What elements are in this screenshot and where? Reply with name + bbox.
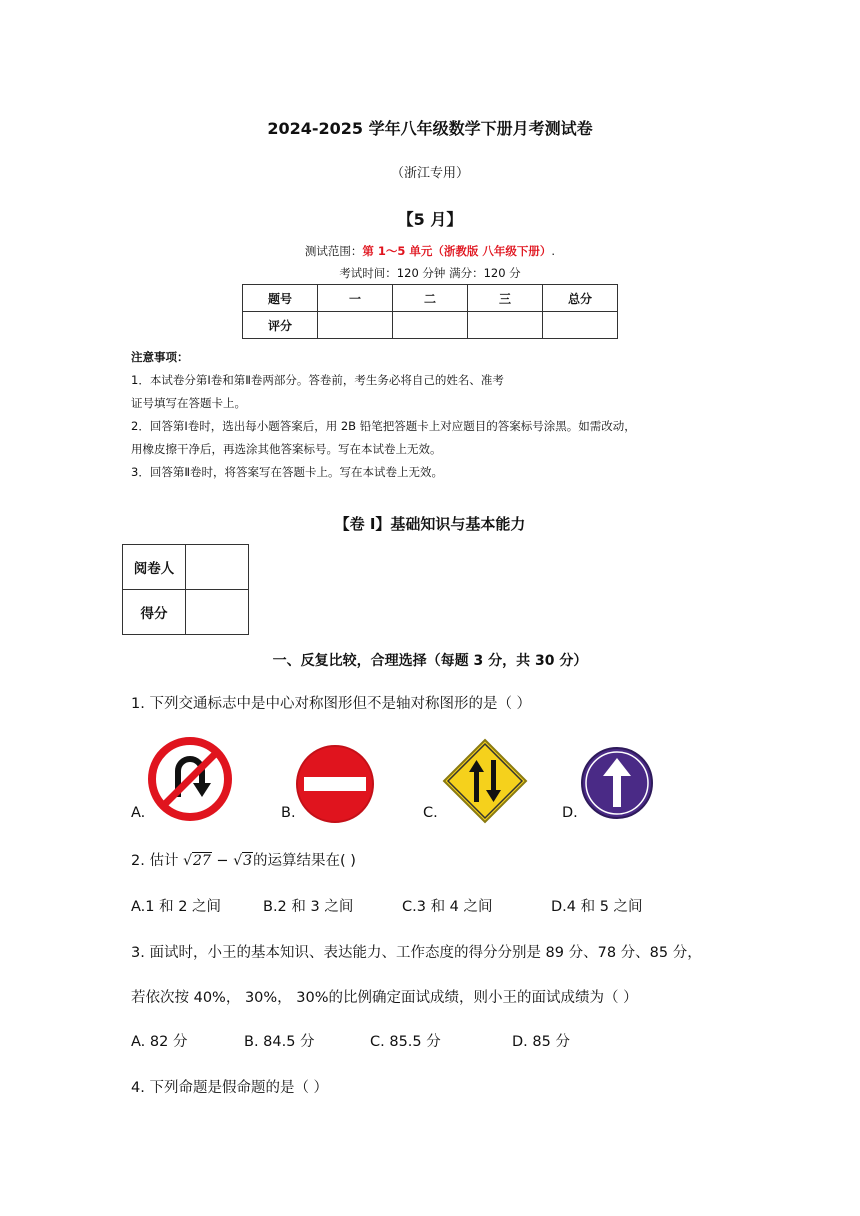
range-value: 第 1～5 单元（浙教版 八年级下册） bbox=[362, 244, 552, 258]
reader-table bbox=[122, 544, 249, 635]
q3-option-b: B. 84.5 分 bbox=[244, 1034, 315, 1050]
score-cell bbox=[543, 312, 618, 339]
q2-option-b: B.2 和 3 之间 bbox=[263, 899, 354, 915]
score-header-cell: 三 bbox=[468, 285, 543, 312]
no-entry-sign-icon bbox=[295, 744, 375, 824]
notes-line: 证号填写在答题卡上。 bbox=[131, 396, 246, 410]
month-label: 【5 月】 bbox=[397, 210, 463, 229]
score-label: 得分 bbox=[123, 590, 186, 635]
score-header-cell: 题号 bbox=[243, 285, 318, 312]
q3-option-c: C. 85.5 分 bbox=[370, 1034, 441, 1050]
score-header-cell: 一 bbox=[318, 285, 393, 312]
page-subtitle: （浙江专用） bbox=[390, 166, 469, 181]
score-header-cell: 总分 bbox=[543, 285, 618, 312]
q3-option-a: A. 82 分 bbox=[131, 1034, 188, 1050]
q2-option-c: C.3 和 4 之间 bbox=[402, 899, 493, 915]
score-table-row bbox=[243, 312, 618, 339]
notes-line: 3．回答第Ⅱ卷时，将答案写在答题卡上。写在本试卷上无效。 bbox=[131, 465, 443, 479]
score-cell bbox=[318, 312, 393, 339]
question-3-line-1: 3. 面试时，小王的基本知识、表达能力、工作态度的得分分别是 89 分、78 分、85 分， bbox=[131, 945, 702, 961]
q2-option-a: A.1 和 2 之间 bbox=[131, 899, 222, 915]
score-header-cell: 二 bbox=[393, 285, 468, 312]
q2-prefix: 2. 估计 bbox=[131, 853, 179, 869]
test-range bbox=[0, 243, 860, 259]
page-title: 2024-2025 学年八年级数学下册月考测试卷 bbox=[267, 119, 593, 138]
q3-option-d: D. 85 分 bbox=[512, 1034, 570, 1050]
question-3-line-2: 若依次按 40%， 30%， 30%的比例确定面试成绩，则小王的面试成绩为（ ） bbox=[131, 990, 638, 1006]
q2-option-d: D.4 和 5 之间 bbox=[551, 899, 643, 915]
sqrt-27: √27 bbox=[183, 853, 211, 869]
score-value-cell bbox=[186, 590, 249, 635]
no-u-turn-sign-icon bbox=[148, 737, 232, 821]
reader-label: 阅卷人 bbox=[123, 545, 186, 590]
score-table bbox=[242, 284, 618, 339]
score-row-label: 评分 bbox=[243, 312, 318, 339]
sqrt-3: √3 bbox=[233, 853, 253, 869]
score-cell bbox=[393, 312, 468, 339]
notes-line: 2．回答第Ⅰ卷时，选出每小题答案后，用 2B 铅笔把答题卡上对应题目的答案标号涂黑。如需改动， bbox=[131, 419, 636, 433]
q2-suffix: 的运算结果在( ) bbox=[253, 853, 356, 869]
q1-option-d: D. bbox=[562, 805, 578, 821]
range-label: 测试范围： bbox=[304, 244, 363, 258]
minus-sign: − bbox=[216, 853, 229, 869]
question-1-stem: 1. 下列交通标志中是中心对称图形但不是轴对称图形的是（ ） bbox=[131, 696, 532, 712]
score-cell bbox=[468, 312, 543, 339]
score-table-header bbox=[243, 285, 618, 312]
q1-option-b: B. bbox=[281, 805, 296, 821]
question-4-stem: 4. 下列命题是假命题的是（ ） bbox=[131, 1080, 329, 1096]
exam-time: 考试时间：120 分钟 满分：120 分 bbox=[339, 266, 521, 280]
q1-option-c: C. bbox=[423, 805, 438, 821]
q1-option-a: A. bbox=[131, 805, 146, 821]
reader-cell bbox=[186, 545, 249, 590]
notes-line: 用橡皮擦干净后，再选涂其他答案标号。写在本试卷上无效。 bbox=[131, 442, 442, 456]
range-end: . bbox=[551, 244, 556, 258]
notes bbox=[131, 346, 751, 484]
notes-line: 1．本试卷分第Ⅰ卷和第Ⅱ卷两部分。答卷前，考生务必将自己的姓名、准考 bbox=[131, 373, 504, 387]
notes-head: 注意事项： bbox=[131, 350, 189, 364]
section-title: 【卷 I】基础知识与基本能力 bbox=[334, 515, 526, 533]
two-way-traffic-sign-icon bbox=[442, 738, 528, 824]
straight-ahead-sign-icon bbox=[580, 746, 654, 820]
part-title: 一、反复比较，合理选择（每题 3 分，共 30 分） bbox=[272, 653, 588, 669]
question-2-stem bbox=[131, 849, 356, 870]
